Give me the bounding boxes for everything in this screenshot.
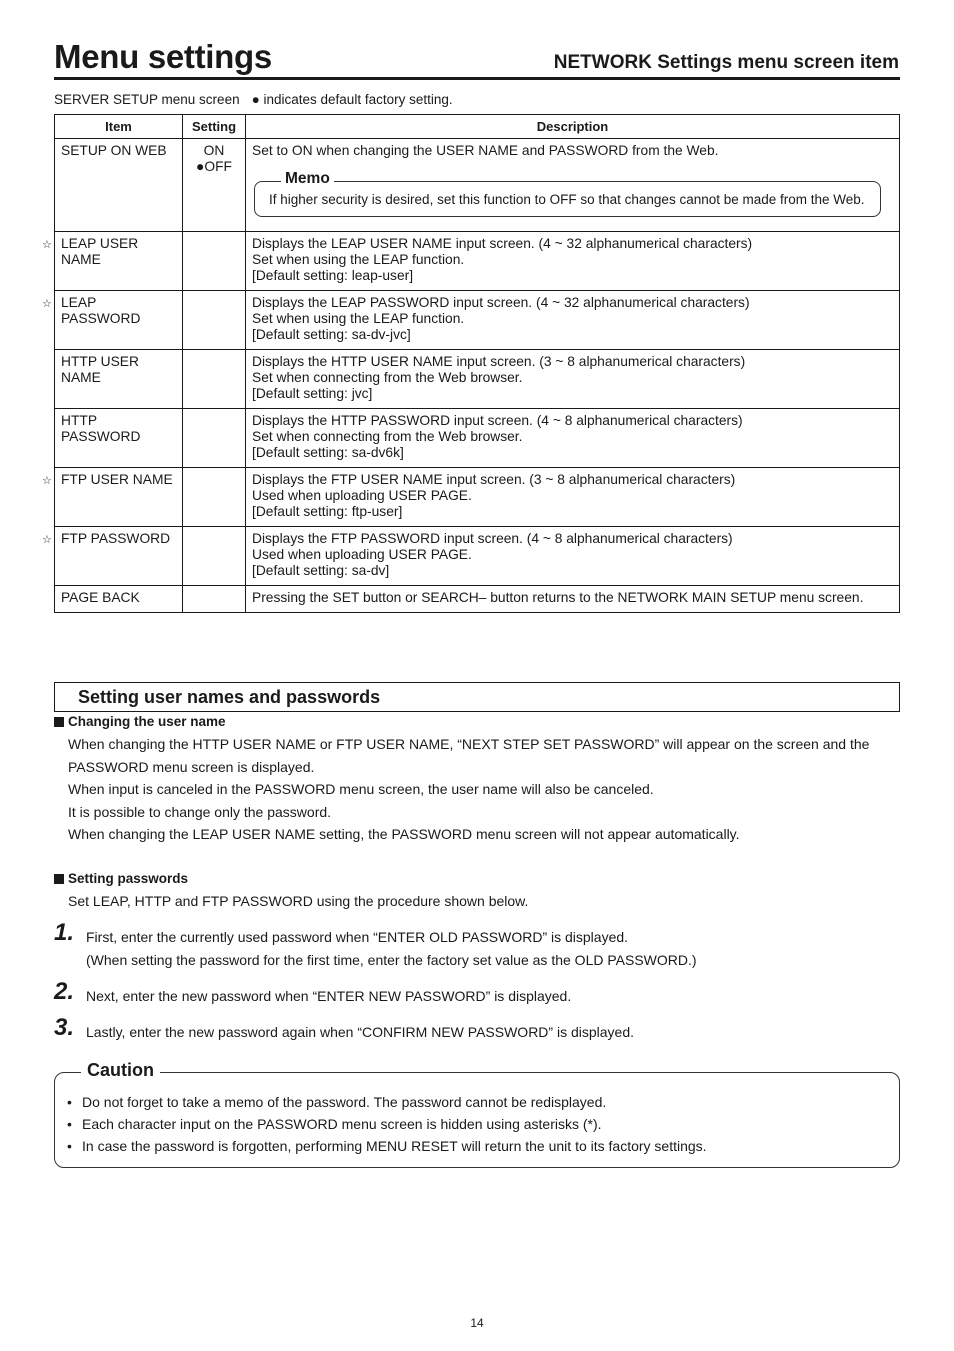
item-label: LEAP USER NAME [61,236,139,267]
description-line: Displays the HTTP USER NAME input screen. (3 ~ 8 alphanumerical characters) [252,354,746,369]
section-title: NETWORK Settings menu screen item [553,52,899,73]
step-text: Lastly, enter the new password again when “CONFIRM NEW PASSWORD” is displayed. [86,1024,635,1040]
caution-box [54,1060,900,1168]
caution-label: Caution [81,1060,160,1081]
item-cell [42,232,183,291]
description-line: Used when uploading USER PAGE. [252,547,472,562]
memo-label: Memo [281,171,334,187]
item-cell [55,409,183,468]
description-line: Displays the FTP USER NAME input screen. (3 ~ 8 alphanumerical characters) [252,472,736,487]
description-line: Displays the FTP PASSWORD input screen. (4 ~ 8 alphanumerical characters) [252,531,733,546]
memo-text: If higher security is desired, set this function to OFF so that changes cannot be made from the Web. [269,192,865,207]
description-line: [Default setting: sa-dv6k] [252,445,404,460]
title-rule [54,77,900,80]
table-row [55,232,900,291]
setting-cell [183,468,246,527]
description-line: Set when using the LEAP function. [252,252,465,267]
item-cell [42,291,183,350]
setting-cell [183,409,246,468]
description-line: [Default setting: sa-dv] [252,563,390,578]
item-label: LEAP PASSWORD [61,295,141,326]
table-row [55,291,900,350]
column-header-description: Description [246,115,900,139]
setting-option-on: ON [203,143,225,158]
star-marker-icon: ☆ [42,534,52,546]
step-text: Next, enter the new password when “ENTER NEW PASSWORD” is displayed. [86,988,572,1004]
step-number: 3. [54,1014,75,1041]
description-line: Set when connecting from the Web browser. [252,429,523,444]
page-number: 14 [470,1316,484,1330]
step-number: 1. [54,919,75,946]
item-cell [42,468,183,527]
star-marker-icon: ☆ [42,475,52,487]
step-note: (When setting the password for the first time, enter the factory set value as the OLD PASSWORD.) [86,951,697,968]
description-line: Set when connecting from the Web browser. [252,370,523,385]
description-line: Pressing the SET button or SEARCH– button returns to the NETWORK MAIN SETUP menu screen. [252,590,864,605]
caution-item: • Each character input on the PASSWORD menu screen is hidden using asterisks (*). [67,1113,707,1135]
item-cell [42,527,183,586]
description-cell [246,586,900,613]
setting-cell [183,350,246,409]
description-line: [Default setting: leap-user] [252,268,414,283]
caution-item: • In case the password is forgotten, performing MENU RESET will return the unit to its factory settings. [67,1135,707,1157]
menu-screen-label: SERVER SETUP menu screen [54,92,240,107]
changing-user-name-text [68,733,904,846]
item-cell: SETUP ON WEB [55,139,183,232]
description-cell [246,232,900,291]
description-line: Displays the LEAP USER NAME input screen. (4 ~ 32 alphanumerical characters) [252,236,753,251]
setting-cell [183,527,246,586]
memo-box [254,170,881,217]
paragraph-line: It is possible to change only the password. [68,803,332,820]
settings-table [42,114,900,613]
star-marker-icon: ☆ [42,298,52,310]
changing-user-name-heading: Changing the user name [54,714,226,729]
description-cell [246,527,900,586]
paragraph-line: When input is canceled in the PASSWORD menu screen, the user name will also be canceled. [68,781,654,797]
column-header-item: Item [55,115,183,139]
description-line: Set when using the LEAP function. [252,311,465,326]
setting-cell [183,232,246,291]
description-cell [246,291,900,350]
caution-list [67,1091,707,1157]
column-header-setting: Setting [183,115,246,139]
table-subheading [54,92,453,107]
item-label: PAGE BACK [61,590,140,605]
setting-passwords-heading: Setting passwords [54,871,188,886]
description-cell [246,409,900,468]
setting-cell [183,139,246,232]
table-row [55,468,900,527]
description-cell [246,139,900,232]
setting-cell [183,291,246,350]
description-line: Used when uploading USER PAGE. [252,488,472,503]
step-text: First, enter the currently used password when “ENTER OLD PASSWORD” is displayed. (When setting the password for the first time, enter the factory set value as the OLD PASSWORD.) [86,926,906,971]
description-line: [Default setting: jvc] [252,386,373,401]
square-bullet-icon [54,717,64,727]
user-section-heading: Setting user names and passwords [54,682,900,712]
description-line: [Default setting: ftp-user] [252,504,403,519]
default-setting-note: ● indicates default factory setting. [251,92,453,107]
table-row-setup-on-web [55,139,900,232]
setting-passwords-intro: Set LEAP, HTTP and FTP PASSWORD using the procedure shown below. [68,893,529,909]
item-label: HTTP USER NAME [61,354,139,385]
caution-item: • Do not forget to take a memo of the password. The password cannot be redisplayed. [67,1091,707,1113]
description-line: Displays the LEAP PASSWORD input screen. (4 ~ 32 alphanumerical characters) [252,295,750,310]
paragraph-line: When changing the LEAP USER NAME setting, the PASSWORD menu screen will not appear automatically. [68,826,740,842]
description-line: Displays the HTTP PASSWORD input screen. (4 ~ 8 alphanumerical characters) [252,413,743,428]
setting-option-off-default: ●OFF [196,159,232,174]
step-number: 2. [54,978,75,1005]
description-line: [Default setting: sa-dv-jvc] [252,327,411,342]
item-cell [55,350,183,409]
item-label: FTP PASSWORD [61,531,171,546]
item-label: HTTP PASSWORD [61,413,141,444]
description-cell [246,350,900,409]
table-row [55,527,900,586]
page-title: Menu settings [54,38,272,75]
item-cell [55,586,183,613]
table-row [55,409,900,468]
item-label: FTP USER NAME [61,472,173,487]
setting-cell [183,586,246,613]
paragraph-line: When changing the HTTP USER NAME or FTP USER NAME, “NEXT STEP SET PASSWORD” will appear on the screen and the PASSWORD menu screen is displayed. [68,736,870,775]
square-bullet-icon [54,874,64,884]
table-row [55,350,900,409]
star-marker-icon: ☆ [42,239,52,251]
table-row [55,586,900,613]
table-header-row [55,115,900,139]
description-cell [246,468,900,527]
description-line: Set to ON when changing the USER NAME and PASSWORD from the Web. [252,143,719,158]
